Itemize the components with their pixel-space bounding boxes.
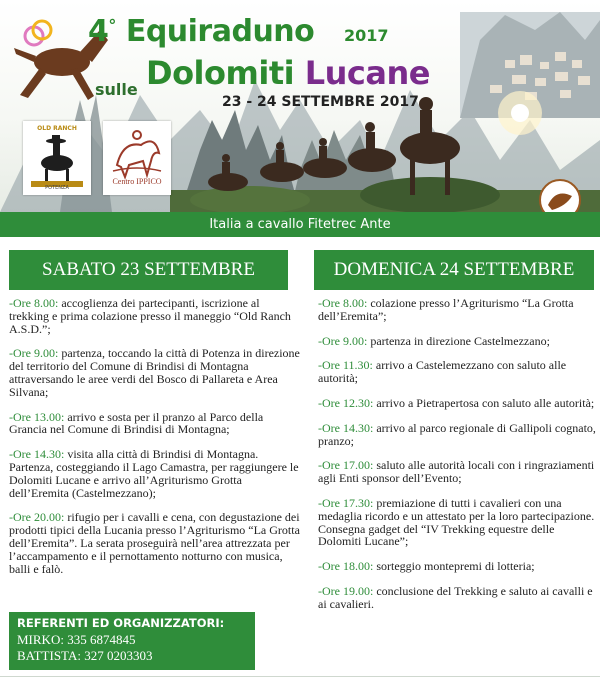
- schedule-time: -Ore 9.00:: [9, 346, 59, 361]
- schedule-item: [318, 422, 598, 448]
- event-subtitle: [146, 54, 430, 92]
- organizer-contact-battista: BATTISTA: 327 0203303: [17, 648, 153, 663]
- organizers-box: [9, 612, 255, 670]
- old-ranch-logo-name: OLD RANCH: [37, 125, 77, 132]
- organizer-contact-mirko: MIRKO: 335 6874845: [17, 631, 136, 647]
- title-ordinal: °: [108, 16, 116, 35]
- schedule-time: -Ore 12.30:: [318, 395, 374, 410]
- schedule-item: [318, 585, 598, 611]
- schedule-item: [318, 560, 598, 573]
- schedule-item: [318, 497, 598, 548]
- schedule-description: partenza in direzione Castelmezzano;: [367, 333, 550, 348]
- saturday-schedule: [9, 292, 300, 575]
- schedule-description: saluto alle autorità locali con i ringraziamenti agli Enti sponsor dell’Evento;: [318, 458, 595, 486]
- schedule-time: -Ore 11.30:: [318, 358, 373, 373]
- schedule-time: -Ore 20.00:: [9, 510, 65, 525]
- schedule-item: [9, 511, 300, 575]
- schedule-time: -Ore 17.30:: [318, 495, 374, 510]
- schedule-description: arrivo a Pietrapertosa con saluto alle autorità;: [373, 395, 595, 410]
- schedule-item: [318, 359, 598, 385]
- event-title: [88, 14, 314, 49]
- schedule-time: -Ore 8.00:: [9, 296, 59, 310]
- old-ranch-logo-city: POTENZA: [45, 185, 69, 191]
- divider: [0, 676, 600, 677]
- schedule-time: -Ore 9.00:: [318, 333, 368, 348]
- organizers-heading: REFERENTI ED ORGANIZZATORI:: [17, 616, 225, 630]
- schedule-description: sorteggio montepremi di lotteria;: [373, 559, 535, 574]
- schedule-description: conclusione del Trekking e saluto ai cavalli e ai cavalieri.: [318, 583, 593, 611]
- title-sulle: sulle: [95, 80, 138, 99]
- schedule-time: -Ore 8.00:: [318, 296, 368, 310]
- schedule-item: [9, 347, 300, 398]
- title-year: 2017: [344, 26, 389, 45]
- event-banner: [0, 0, 600, 212]
- schedule-time: -Ore 17.00:: [318, 458, 374, 473]
- centro-ippico-logo: [103, 121, 171, 195]
- schedule-item: [9, 448, 300, 499]
- schedule-time: -Ore 18.00:: [318, 559, 374, 574]
- cowboy-rider-icon: [23, 121, 91, 195]
- event-dates: 23 - 24 SETTEMBRE 2017: [222, 94, 419, 110]
- schedule-description: accoglienza dei partecipanti, iscrizione al trekking e prima colazione presso il maneggio “Old Ranch A.S.D.”;: [9, 296, 291, 336]
- tagline-bar: [0, 212, 600, 237]
- title-number: 4: [88, 14, 109, 49]
- schedule-description: arrivo e sosta per il pranzo al Parco della Grancia nel Comune di Brindisi di Montagna;: [9, 409, 264, 437]
- sunday-heading: DOMENICA 24 SETTEMBRE: [314, 250, 594, 290]
- schedule-item: [318, 335, 598, 348]
- schedule-time: -Ore 19.00:: [318, 583, 374, 598]
- subtitle-dolomiti: Dolomiti: [146, 54, 295, 92]
- schedule-item: [318, 297, 598, 323]
- schedule-description: arrivo al parco regionale di Gallipoli cognato, pranzo;: [318, 420, 596, 448]
- saturday-heading: SABATO 23 SETTEMBRE: [9, 250, 288, 290]
- centro-ippico-logo-name: Centro IPPICO: [112, 177, 162, 186]
- schedule-description: colazione presso l’Agriturismo “La Grotta dell’Eremita”;: [318, 296, 574, 323]
- schedule-description: arrivo a Castelemezzano con saluto alle autorità;: [318, 358, 567, 386]
- schedule-time: -Ore 13.00:: [9, 409, 65, 424]
- schedule-item: [318, 397, 598, 410]
- schedule-description: premiazione di tutti i cavalieri con una medaglia ricordo e un attestato per la loro partecipazione. Consegna gadget del “IV Trekking equestre delle Dolomiti Lucane”;: [318, 495, 595, 549]
- subtitle-lucane: Lucane: [304, 54, 430, 92]
- schedule-time: -Ore 14.30:: [9, 447, 65, 462]
- schedule-item: [9, 411, 300, 437]
- schedule-description: visita alla città di Brindisi di Montagna. Partenza, costeggiando il Lago Camastra, per raggiungere le Dolomiti Lucane e arrivo all’Agriturismo Grotta dell’Eremita (Castelmezzano);: [9, 447, 299, 500]
- tagline-text: Italia a cavallo Fitetrec Ante: [209, 217, 391, 232]
- old-ranch-logo: [23, 121, 91, 195]
- schedule-description: partenza, toccando la città di Potenza in direzione del territorio del Comune di Brindisi di Montagna attraversando le aree verdi del Bosco di Pallareta e Area Silvana;: [9, 346, 300, 399]
- schedule-item: [318, 459, 598, 485]
- schedule-description: rifugio per i cavalli e cena, con degustazione dei prodotti tipici della Lucania presso l’Agriturismo “La Grotta dell’Eremita”. La serata proseguirà nell’area attrezzata per l’accampamento e il pernottamento notturno con musica, balli e falò.: [9, 510, 300, 576]
- title-word: Equiraduno: [125, 14, 315, 49]
- schedule-item: [9, 297, 300, 335]
- sunday-schedule: [318, 292, 598, 611]
- schedule-time: -Ore 14.30:: [318, 420, 374, 435]
